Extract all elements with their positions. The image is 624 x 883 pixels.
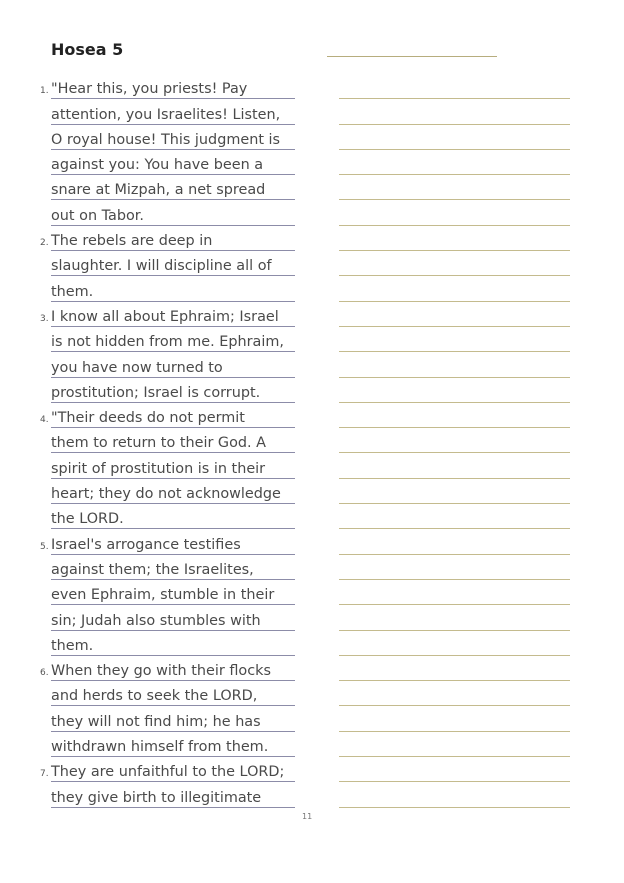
verse-line: [0, 226, 300, 251]
verse-line: [0, 327, 300, 352]
writing-line: [339, 555, 570, 580]
verse-line-text: snare at Mizpah, a net spread: [51, 182, 266, 199]
writing-line: [339, 782, 570, 807]
writing-line: [339, 706, 570, 731]
writing-line: [339, 631, 570, 656]
writing-line: [339, 200, 570, 225]
writing-line: [339, 529, 570, 554]
verse-line-text: even Ephraim, stumble in their: [51, 587, 275, 604]
page-title: Hosea 5: [51, 40, 124, 59]
writing-line: [339, 378, 570, 403]
verse-number: 4.: [40, 415, 49, 426]
verse-line: [0, 403, 300, 428]
writing-line: [339, 251, 570, 276]
writing-line: [339, 150, 570, 175]
verse-line: [0, 302, 300, 327]
verse-line-text: you have now turned to: [51, 359, 223, 376]
verse-line-text: against them; the Israelites,: [51, 561, 254, 578]
writing-line: [339, 74, 570, 99]
verse-line-text: out on Tabor.: [51, 207, 144, 224]
verse-line: [0, 631, 300, 656]
verse-number: 3.: [40, 313, 49, 324]
verse-line: [0, 706, 300, 731]
writing-line: [339, 352, 570, 377]
writing-line: [339, 504, 570, 529]
verse-line-text: spirit of prostitution is in their: [51, 460, 266, 477]
verse-line: [0, 580, 300, 605]
verse-number: 1.: [40, 86, 49, 97]
writing-line: [339, 656, 570, 681]
writing-line: [339, 226, 570, 251]
verse-line-text: "Hear this, you priests! Pay: [51, 81, 248, 98]
verse-line: [0, 276, 300, 301]
verse-line-text: When they go with their flocks: [51, 663, 271, 680]
verse-line: [0, 175, 300, 200]
verse-text-column: [0, 74, 300, 808]
verse-line-text: against you: You have been a: [51, 157, 264, 174]
verse-line: [0, 378, 300, 403]
verse-line: [0, 99, 300, 124]
verse-line: [0, 529, 300, 554]
verse-line-text: prostitution; Israel is corrupt.: [51, 384, 261, 401]
text-underline: [51, 807, 295, 808]
verse-line-text: heart; they do not acknowledge: [51, 486, 281, 503]
verse-line-text: them.: [51, 283, 94, 300]
verse-line-text: they will not find him; he has: [51, 713, 261, 730]
verse-line-text: they give birth to illegitimate: [51, 789, 262, 806]
writing-line: [339, 125, 570, 150]
verse-line-text: attention, you Israelites! Listen,: [51, 106, 281, 123]
writing-line: [339, 175, 570, 200]
verse-line: [0, 555, 300, 580]
verse-line: [0, 479, 300, 504]
verse-line: [0, 782, 300, 807]
verse-line: [0, 453, 300, 478]
writing-line: [339, 580, 570, 605]
writing-line: [339, 428, 570, 453]
verse-line-text: Israel's arrogance testifies: [51, 536, 241, 553]
verse-line-text: O royal house! This judgment is: [51, 131, 281, 148]
verse-line: [0, 681, 300, 706]
verse-line-text: "Their deeds do not permit: [51, 410, 245, 427]
verse-line-text: slaughter. I will discipline all of: [51, 258, 272, 275]
verse-line: [0, 757, 300, 782]
verse-line-text: them.: [51, 637, 94, 654]
writing-line: [339, 276, 570, 301]
verse-line: [0, 125, 300, 150]
verse-line: [0, 605, 300, 630]
verse-line-text: withdrawn himself from them.: [51, 739, 269, 756]
verse-number: 6.: [40, 668, 49, 679]
verse-line-text: is not hidden from me. Ephraim,: [51, 334, 284, 351]
writing-line: [339, 327, 570, 352]
verse-number: 5.: [40, 541, 49, 552]
verse-line: [0, 251, 300, 276]
verse-line-text: and herds to seek the LORD,: [51, 688, 258, 705]
verse-line-text: the LORD.: [51, 511, 124, 528]
writing-line: [339, 479, 570, 504]
writing-line: [339, 302, 570, 327]
writing-line: [339, 403, 570, 428]
verse-line-text: them to return to their God. A: [51, 435, 267, 452]
writing-line: [339, 732, 570, 757]
verse-line: [0, 200, 300, 225]
page-number: 11: [302, 812, 313, 821]
writing-line: [339, 681, 570, 706]
verse-line: [0, 656, 300, 681]
verse-line-text: sin; Judah also stumbles with: [51, 612, 261, 629]
verse-line: [0, 74, 300, 99]
verse-number: 2.: [40, 238, 49, 249]
name-writing-line: [327, 56, 497, 57]
writing-line: [339, 757, 570, 782]
writing-practice-column: [339, 74, 570, 808]
writing-line: [339, 99, 570, 124]
verse-line: [0, 150, 300, 175]
verse-line: [0, 504, 300, 529]
writing-line: [339, 453, 570, 478]
verse-line-text: They are unfaithful to the LORD;: [51, 764, 285, 781]
writing-line: [339, 605, 570, 630]
verse-line: [0, 732, 300, 757]
verse-line-text: The rebels are deep in: [51, 233, 213, 250]
verse-number: 7.: [40, 769, 49, 780]
verse-line: [0, 352, 300, 377]
verse-line-text: I know all about Ephraim; Israel: [51, 308, 279, 325]
verse-line: [0, 428, 300, 453]
